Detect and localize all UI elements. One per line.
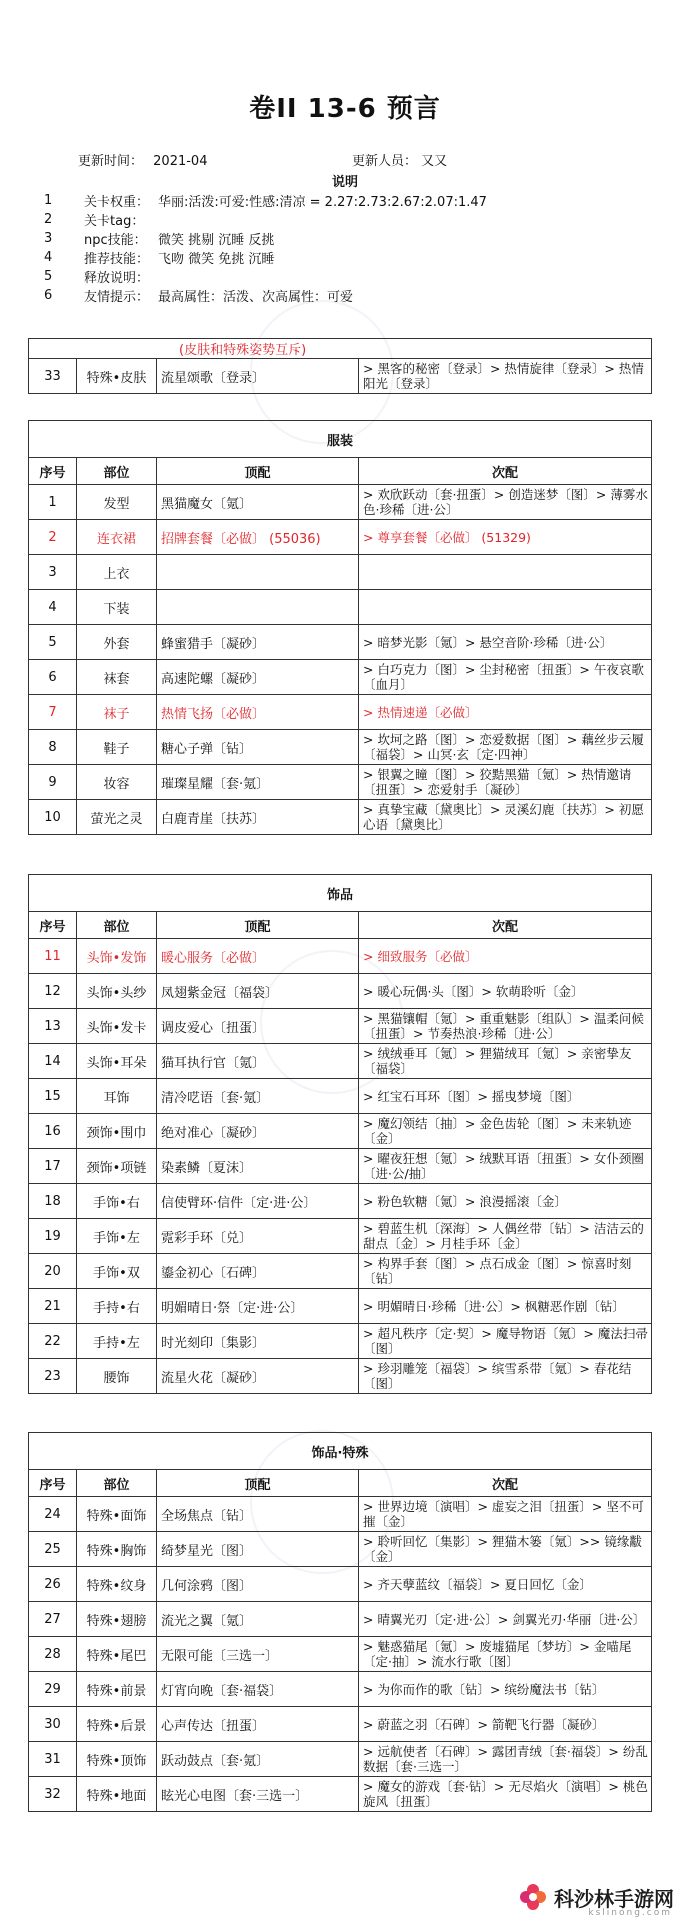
table-row bbox=[29, 1324, 652, 1359]
row-sub: > 魔幻领结〔抽〕> 金色齿轮〔图〕> 未来轨迹〔金〕 bbox=[359, 1114, 652, 1149]
row-num: 24 bbox=[29, 1497, 77, 1532]
site-logo-url: kslinong.com bbox=[588, 1908, 672, 1918]
column-header: 次配 bbox=[359, 1470, 652, 1497]
description-num: 5 bbox=[44, 269, 53, 284]
row-num: 21 bbox=[29, 1289, 77, 1324]
update-time bbox=[78, 150, 207, 169]
table-row bbox=[29, 1567, 652, 1602]
table-row bbox=[29, 1359, 652, 1394]
column-header: 序号 bbox=[29, 458, 77, 485]
row-part: 发型 bbox=[77, 485, 157, 520]
updater-label: 更新人员： bbox=[352, 154, 418, 169]
description-label: npc技能： bbox=[84, 233, 147, 248]
row-part: 特殊•胸饰 bbox=[77, 1532, 157, 1567]
table-row bbox=[29, 1044, 652, 1079]
description-num: 1 bbox=[44, 193, 53, 208]
row-sub: > 远航使者〔石碑〕> 露团青绒〔套·福袋〕> 纷乱数据〔套·三选一〕 bbox=[359, 1742, 652, 1777]
description-num: 3 bbox=[44, 231, 53, 246]
row-main: 全场焦点〔钻〕 bbox=[157, 1497, 359, 1532]
flower-icon bbox=[518, 1882, 548, 1912]
row-sub bbox=[359, 590, 652, 625]
column-header: 顶配 bbox=[157, 912, 359, 939]
row-part: 萤光之灵 bbox=[77, 800, 157, 835]
row-num: 3 bbox=[29, 555, 77, 590]
row-part: 特殊•地面 bbox=[77, 1777, 157, 1812]
row-part: 颈饰•围巾 bbox=[77, 1114, 157, 1149]
table-row bbox=[29, 974, 652, 1009]
row-num: 17 bbox=[29, 1149, 77, 1184]
row-main: 暖心服务〔必做〕 bbox=[157, 939, 359, 974]
row-num: 11 bbox=[29, 939, 77, 974]
row-part: 下装 bbox=[77, 590, 157, 625]
table-row bbox=[29, 800, 652, 835]
row-part: 特殊•纹身 bbox=[77, 1567, 157, 1602]
table-row bbox=[29, 1114, 652, 1149]
row-main bbox=[157, 555, 359, 590]
update-time-label: 更新时间： bbox=[78, 154, 144, 169]
section-title: 服装 bbox=[29, 421, 652, 458]
row-num: 27 bbox=[29, 1602, 77, 1637]
row-part: 特殊•面饰 bbox=[77, 1497, 157, 1532]
row-part: 头饰•发卡 bbox=[77, 1009, 157, 1044]
description-num: 4 bbox=[44, 250, 53, 265]
page-title: 卷II 13-6 预言 bbox=[249, 94, 441, 124]
row-num: 18 bbox=[29, 1184, 77, 1219]
row-sub: > 尊享套餐〔必做〕 (51329) bbox=[359, 520, 652, 555]
special-accessories-table bbox=[28, 1432, 652, 1812]
row-num: 19 bbox=[29, 1219, 77, 1254]
row-part: 特殊•皮肤 bbox=[77, 359, 157, 394]
row-num: 4 bbox=[29, 590, 77, 625]
row-main: 招牌套餐〔必做〕 (55036) bbox=[157, 520, 359, 555]
table-row bbox=[29, 485, 652, 520]
row-main: 调皮爱心〔扭蛋〕 bbox=[157, 1009, 359, 1044]
row-part: 特殊•后景 bbox=[77, 1707, 157, 1742]
row-main: 蜂蜜猎手〔凝砂〕 bbox=[157, 625, 359, 660]
table-row bbox=[29, 1149, 652, 1184]
row-num: 10 bbox=[29, 800, 77, 835]
row-sub: > 蔚蓝之羽〔石碑〕> 箭靶飞行器〔凝砂〕 bbox=[359, 1707, 652, 1742]
row-sub: > 粉色软糖〔氪〕> 浪漫摇滚〔金〕 bbox=[359, 1184, 652, 1219]
row-num: 8 bbox=[29, 730, 77, 765]
description-row bbox=[44, 210, 487, 229]
row-num: 20 bbox=[29, 1254, 77, 1289]
row-num: 12 bbox=[29, 974, 77, 1009]
row-sub: > 魔女的游戏〔套·钻〕> 无尽焰火〔演唱〕> 桃色旋风〔扭蛋〕 bbox=[359, 1777, 652, 1812]
row-sub: > 暖心玩偶·头〔图〕> 软萌聆听〔金〕 bbox=[359, 974, 652, 1009]
row-part: 特殊•尾巴 bbox=[77, 1637, 157, 1672]
table-row bbox=[29, 1184, 652, 1219]
row-part: 袜套 bbox=[77, 660, 157, 695]
description-row bbox=[44, 191, 487, 210]
table-row bbox=[29, 1219, 652, 1254]
table-row bbox=[29, 1289, 652, 1324]
row-sub: > 黑猫镶帽〔氪〕> 重重魅影〔组队〕> 温柔问候〔扭蛋〕> 节奏热浪·珍稀〔进·公〕 bbox=[359, 1009, 652, 1044]
column-header: 部位 bbox=[77, 1470, 157, 1497]
row-main: 黑猫魔女〔氪〕 bbox=[157, 485, 359, 520]
table-row bbox=[29, 765, 652, 800]
row-num: 30 bbox=[29, 1707, 77, 1742]
column-header: 顶配 bbox=[157, 458, 359, 485]
row-main: 无限可能〔三选一〕 bbox=[157, 1637, 359, 1672]
row-sub: > 构界手套〔图〕> 点石成金〔图〕> 惊喜时刻〔钻〕 bbox=[359, 1254, 652, 1289]
row-sub: > 暗梦光影〔氪〕> 悬空音阶·珍稀〔进·公〕 bbox=[359, 625, 652, 660]
row-num: 33 bbox=[29, 359, 77, 394]
row-main: 凤翅紫金冠〔福袋〕 bbox=[157, 974, 359, 1009]
row-num: 28 bbox=[29, 1637, 77, 1672]
table-row bbox=[29, 1707, 652, 1742]
row-num: 6 bbox=[29, 660, 77, 695]
table-row bbox=[29, 1672, 652, 1707]
table-row bbox=[29, 939, 652, 974]
description-value: 微笑 挑剔 沉睡 反挑 bbox=[158, 233, 275, 248]
row-sub: > 曜夜狂想〔氪〕> 绒默耳语〔扭蛋〕> 女仆颈圈〔进·公/抽〕 bbox=[359, 1149, 652, 1184]
row-num: 2 bbox=[29, 520, 77, 555]
table-row bbox=[29, 1254, 652, 1289]
table-row bbox=[29, 1777, 652, 1812]
row-main: 热情飞扬〔必做〕 bbox=[157, 695, 359, 730]
accessories-table bbox=[28, 874, 652, 1394]
column-header: 次配 bbox=[359, 458, 652, 485]
description-title: 说明 bbox=[331, 175, 358, 190]
column-header: 次配 bbox=[359, 912, 652, 939]
table-row bbox=[29, 1009, 652, 1044]
column-header: 部位 bbox=[77, 458, 157, 485]
table-row bbox=[29, 625, 652, 660]
row-part: 手持•左 bbox=[77, 1324, 157, 1359]
table-row bbox=[29, 1602, 652, 1637]
description-list bbox=[44, 191, 487, 305]
row-main: 清冷呓语〔套·氪〕 bbox=[157, 1079, 359, 1114]
description-row bbox=[44, 229, 487, 248]
row-part: 鞋子 bbox=[77, 730, 157, 765]
row-main: 绮梦星光〔图〕 bbox=[157, 1532, 359, 1567]
row-num: 13 bbox=[29, 1009, 77, 1044]
column-header: 序号 bbox=[29, 912, 77, 939]
section-title: 饰品 bbox=[29, 875, 652, 912]
row-main: 明媚晴日·祭〔定·进·公〕 bbox=[157, 1289, 359, 1324]
row-main: 心声传达〔扭蛋〕 bbox=[157, 1707, 359, 1742]
row-main: 高速陀螺〔凝砂〕 bbox=[157, 660, 359, 695]
row-sub: > 魅惑猫尾〔氪〕> 废墟猫尾〔梦坊〕> 金喵尾〔定·抽〕> 流水行歌〔图〕 bbox=[359, 1637, 652, 1672]
row-part: 颈饰•项链 bbox=[77, 1149, 157, 1184]
table-row bbox=[29, 695, 652, 730]
description-value: 最高属性：活泼、次高属性：可爱 bbox=[158, 290, 354, 305]
description-label: 友情提示： bbox=[84, 290, 150, 305]
table-row bbox=[29, 730, 652, 765]
row-num: 23 bbox=[29, 1359, 77, 1394]
row-main: 鎏金初心〔石碑〕 bbox=[157, 1254, 359, 1289]
skin-note: (皮肤和特殊姿势互斥) bbox=[29, 339, 652, 359]
row-sub: > 黑客的秘密〔登录〕> 热情旋律〔登录〕> 热情阳光〔登录〕 bbox=[359, 359, 652, 394]
row-part: 特殊•前景 bbox=[77, 1672, 157, 1707]
row-part: 耳饰 bbox=[77, 1079, 157, 1114]
row-main: 流星火花〔凝砂〕 bbox=[157, 1359, 359, 1394]
description-label: 关卡tag： bbox=[84, 214, 145, 229]
row-part: 腰饰 bbox=[77, 1359, 157, 1394]
table-row bbox=[29, 1532, 652, 1567]
site-logo bbox=[518, 1882, 674, 1918]
row-sub: > 真挚宝藏〔黛奥比〕> 灵溪幻鹿〔扶苏〕> 初愿心语〔黛奥比〕 bbox=[359, 800, 652, 835]
row-part: 手饰•左 bbox=[77, 1219, 157, 1254]
row-part: 手饰•右 bbox=[77, 1184, 157, 1219]
row-main: 璀璨星耀〔套·氪〕 bbox=[157, 765, 359, 800]
row-main bbox=[157, 590, 359, 625]
table-row bbox=[29, 660, 652, 695]
row-num: 31 bbox=[29, 1742, 77, 1777]
column-header: 序号 bbox=[29, 1470, 77, 1497]
description-label: 关卡权重： bbox=[84, 195, 150, 210]
row-main: 灯宵向晚〔套·福袋〕 bbox=[157, 1672, 359, 1707]
row-sub: > 珍羽雕笼〔福袋〕> 缤雪系带〔氪〕> 春花结〔图〕 bbox=[359, 1359, 652, 1394]
description-num: 6 bbox=[44, 288, 53, 303]
row-part: 特殊•顶饰 bbox=[77, 1742, 157, 1777]
row-main: 霓彩手环〔兑〕 bbox=[157, 1219, 359, 1254]
row-main: 糖心子弹〔钻〕 bbox=[157, 730, 359, 765]
row-main: 信使臂环·信件〔定·进·公〕 bbox=[157, 1184, 359, 1219]
row-num: 1 bbox=[29, 485, 77, 520]
description-row bbox=[44, 248, 487, 267]
row-num: 16 bbox=[29, 1114, 77, 1149]
row-part: 手持•右 bbox=[77, 1289, 157, 1324]
description-row bbox=[44, 267, 487, 286]
description-value: 飞吻 微笑 免挑 沉睡 bbox=[158, 252, 275, 267]
row-sub: > 碧蓝生机〔深海〕> 人偶丝带〔钻〕> 洁洁云的甜点〔金〕> 月桂手环〔金〕 bbox=[359, 1219, 652, 1254]
table-row bbox=[29, 555, 652, 590]
row-num: 7 bbox=[29, 695, 77, 730]
table-row bbox=[29, 1079, 652, 1114]
row-sub: > 晴翼光刃〔定·进·公〕> 剑翼光刃·华丽〔进·公〕 bbox=[359, 1602, 652, 1637]
row-main: 白鹿青崖〔扶苏〕 bbox=[157, 800, 359, 835]
skin-table bbox=[28, 338, 652, 394]
row-part: 头饰•耳朵 bbox=[77, 1044, 157, 1079]
site-logo-text: 科沙林手游网 bbox=[554, 1886, 674, 1911]
row-num: 29 bbox=[29, 1672, 77, 1707]
row-part: 手饰•双 bbox=[77, 1254, 157, 1289]
row-num: 9 bbox=[29, 765, 77, 800]
row-num: 32 bbox=[29, 1777, 77, 1812]
row-main: 跃动鼓点〔套·氪〕 bbox=[157, 1742, 359, 1777]
row-sub: > 红宝石耳环〔图〕> 摇曳梦境〔图〕 bbox=[359, 1079, 652, 1114]
row-num: 26 bbox=[29, 1567, 77, 1602]
row-part: 上衣 bbox=[77, 555, 157, 590]
table-row bbox=[29, 1742, 652, 1777]
row-main: 几何涂鸦〔图〕 bbox=[157, 1567, 359, 1602]
row-part: 特殊•翅膀 bbox=[77, 1602, 157, 1637]
row-part: 连衣裙 bbox=[77, 520, 157, 555]
row-sub: > 绒绒垂耳〔氪〕> 狸猫绒耳〔氪〕> 亲密挚友〔福袋〕 bbox=[359, 1044, 652, 1079]
row-sub: > 为你而作的歌〔钻〕> 缤纷魔法书〔钻〕 bbox=[359, 1672, 652, 1707]
updater-value: 又又 bbox=[421, 154, 448, 169]
row-sub: > 欢欣跃动〔套·扭蛋〕> 创造迷梦〔图〕> 薄雾水色·珍稀〔进·公〕 bbox=[359, 485, 652, 520]
row-sub bbox=[359, 555, 652, 590]
table-row bbox=[29, 590, 652, 625]
row-num: 14 bbox=[29, 1044, 77, 1079]
description-label: 释放说明： bbox=[84, 271, 150, 286]
row-main: 猫耳执行官〔氪〕 bbox=[157, 1044, 359, 1079]
clothing-table bbox=[28, 420, 652, 835]
row-part: 外套 bbox=[77, 625, 157, 660]
row-sub: > 银翼之瞳〔图〕> 狡黠黑猫〔氪〕> 热情邀请〔扭蛋〕> 恋爱射手〔凝砂〕 bbox=[359, 765, 652, 800]
description-value: 华丽:活泼:可爱:性感:清凉 = 2.27:2.73:2.67:2.07:1.47 bbox=[158, 195, 487, 210]
row-part: 袜子 bbox=[77, 695, 157, 730]
description-label: 推荐技能： bbox=[84, 252, 150, 267]
table-row bbox=[29, 520, 652, 555]
row-num: 25 bbox=[29, 1532, 77, 1567]
row-main: 染素鳞〔夏沫〕 bbox=[157, 1149, 359, 1184]
row-sub: > 齐天孽蓝纹〔福袋〕> 夏日回忆〔金〕 bbox=[359, 1567, 652, 1602]
row-sub: > 超凡秩序〔定·契〕> 魔导物语〔氪〕> 魔法扫帚〔图〕 bbox=[359, 1324, 652, 1359]
row-part: 妆容 bbox=[77, 765, 157, 800]
row-sub: > 明媚晴日·珍稀〔进·公〕> 枫糖恶作剧〔钻〕 bbox=[359, 1289, 652, 1324]
section-title: 饰品·特殊 bbox=[29, 1433, 652, 1470]
row-sub: > 世界边境〔演唱〕> 虚妄之泪〔扭蛋〕> 坚不可摧〔金〕 bbox=[359, 1497, 652, 1532]
row-sub: > 热情速递〔必做〕 bbox=[359, 695, 652, 730]
row-sub: > 白巧克力〔图〕> 尘封秘密〔扭蛋〕> 午夜哀歌〔血月〕 bbox=[359, 660, 652, 695]
update-time-value: 2021-04 bbox=[153, 154, 208, 169]
updater bbox=[352, 150, 447, 169]
row-main: 眩光心电图〔套·三选一〕 bbox=[157, 1777, 359, 1812]
description-row bbox=[44, 286, 487, 305]
row-num: 15 bbox=[29, 1079, 77, 1114]
row-main: 流光之翼〔氪〕 bbox=[157, 1602, 359, 1637]
column-header: 部位 bbox=[77, 912, 157, 939]
row-sub: > 聆听回忆〔集影〕> 狸猫木篓〔氪〕>> 镜缘黻〔金〕 bbox=[359, 1532, 652, 1567]
row-sub: > 坎坷之路〔图〕> 恋爱数据〔图〕> 藕丝步云履〔福袋〕> 山冥·玄〔定·四神〕 bbox=[359, 730, 652, 765]
description-num: 2 bbox=[44, 212, 53, 227]
column-header: 顶配 bbox=[157, 1470, 359, 1497]
row-main: 时光刻印〔集影〕 bbox=[157, 1324, 359, 1359]
row-part: 头饰•头纱 bbox=[77, 974, 157, 1009]
row-sub: > 细致服务〔必做〕 bbox=[359, 939, 652, 974]
row-part: 头饰•发饰 bbox=[77, 939, 157, 974]
row-main: 绝对准心〔凝砂〕 bbox=[157, 1114, 359, 1149]
table-row bbox=[29, 1637, 652, 1672]
row-main: 流星颂歌〔登录〕 bbox=[157, 359, 359, 394]
row-num: 22 bbox=[29, 1324, 77, 1359]
row-num: 5 bbox=[29, 625, 77, 660]
table-row bbox=[29, 1497, 652, 1532]
